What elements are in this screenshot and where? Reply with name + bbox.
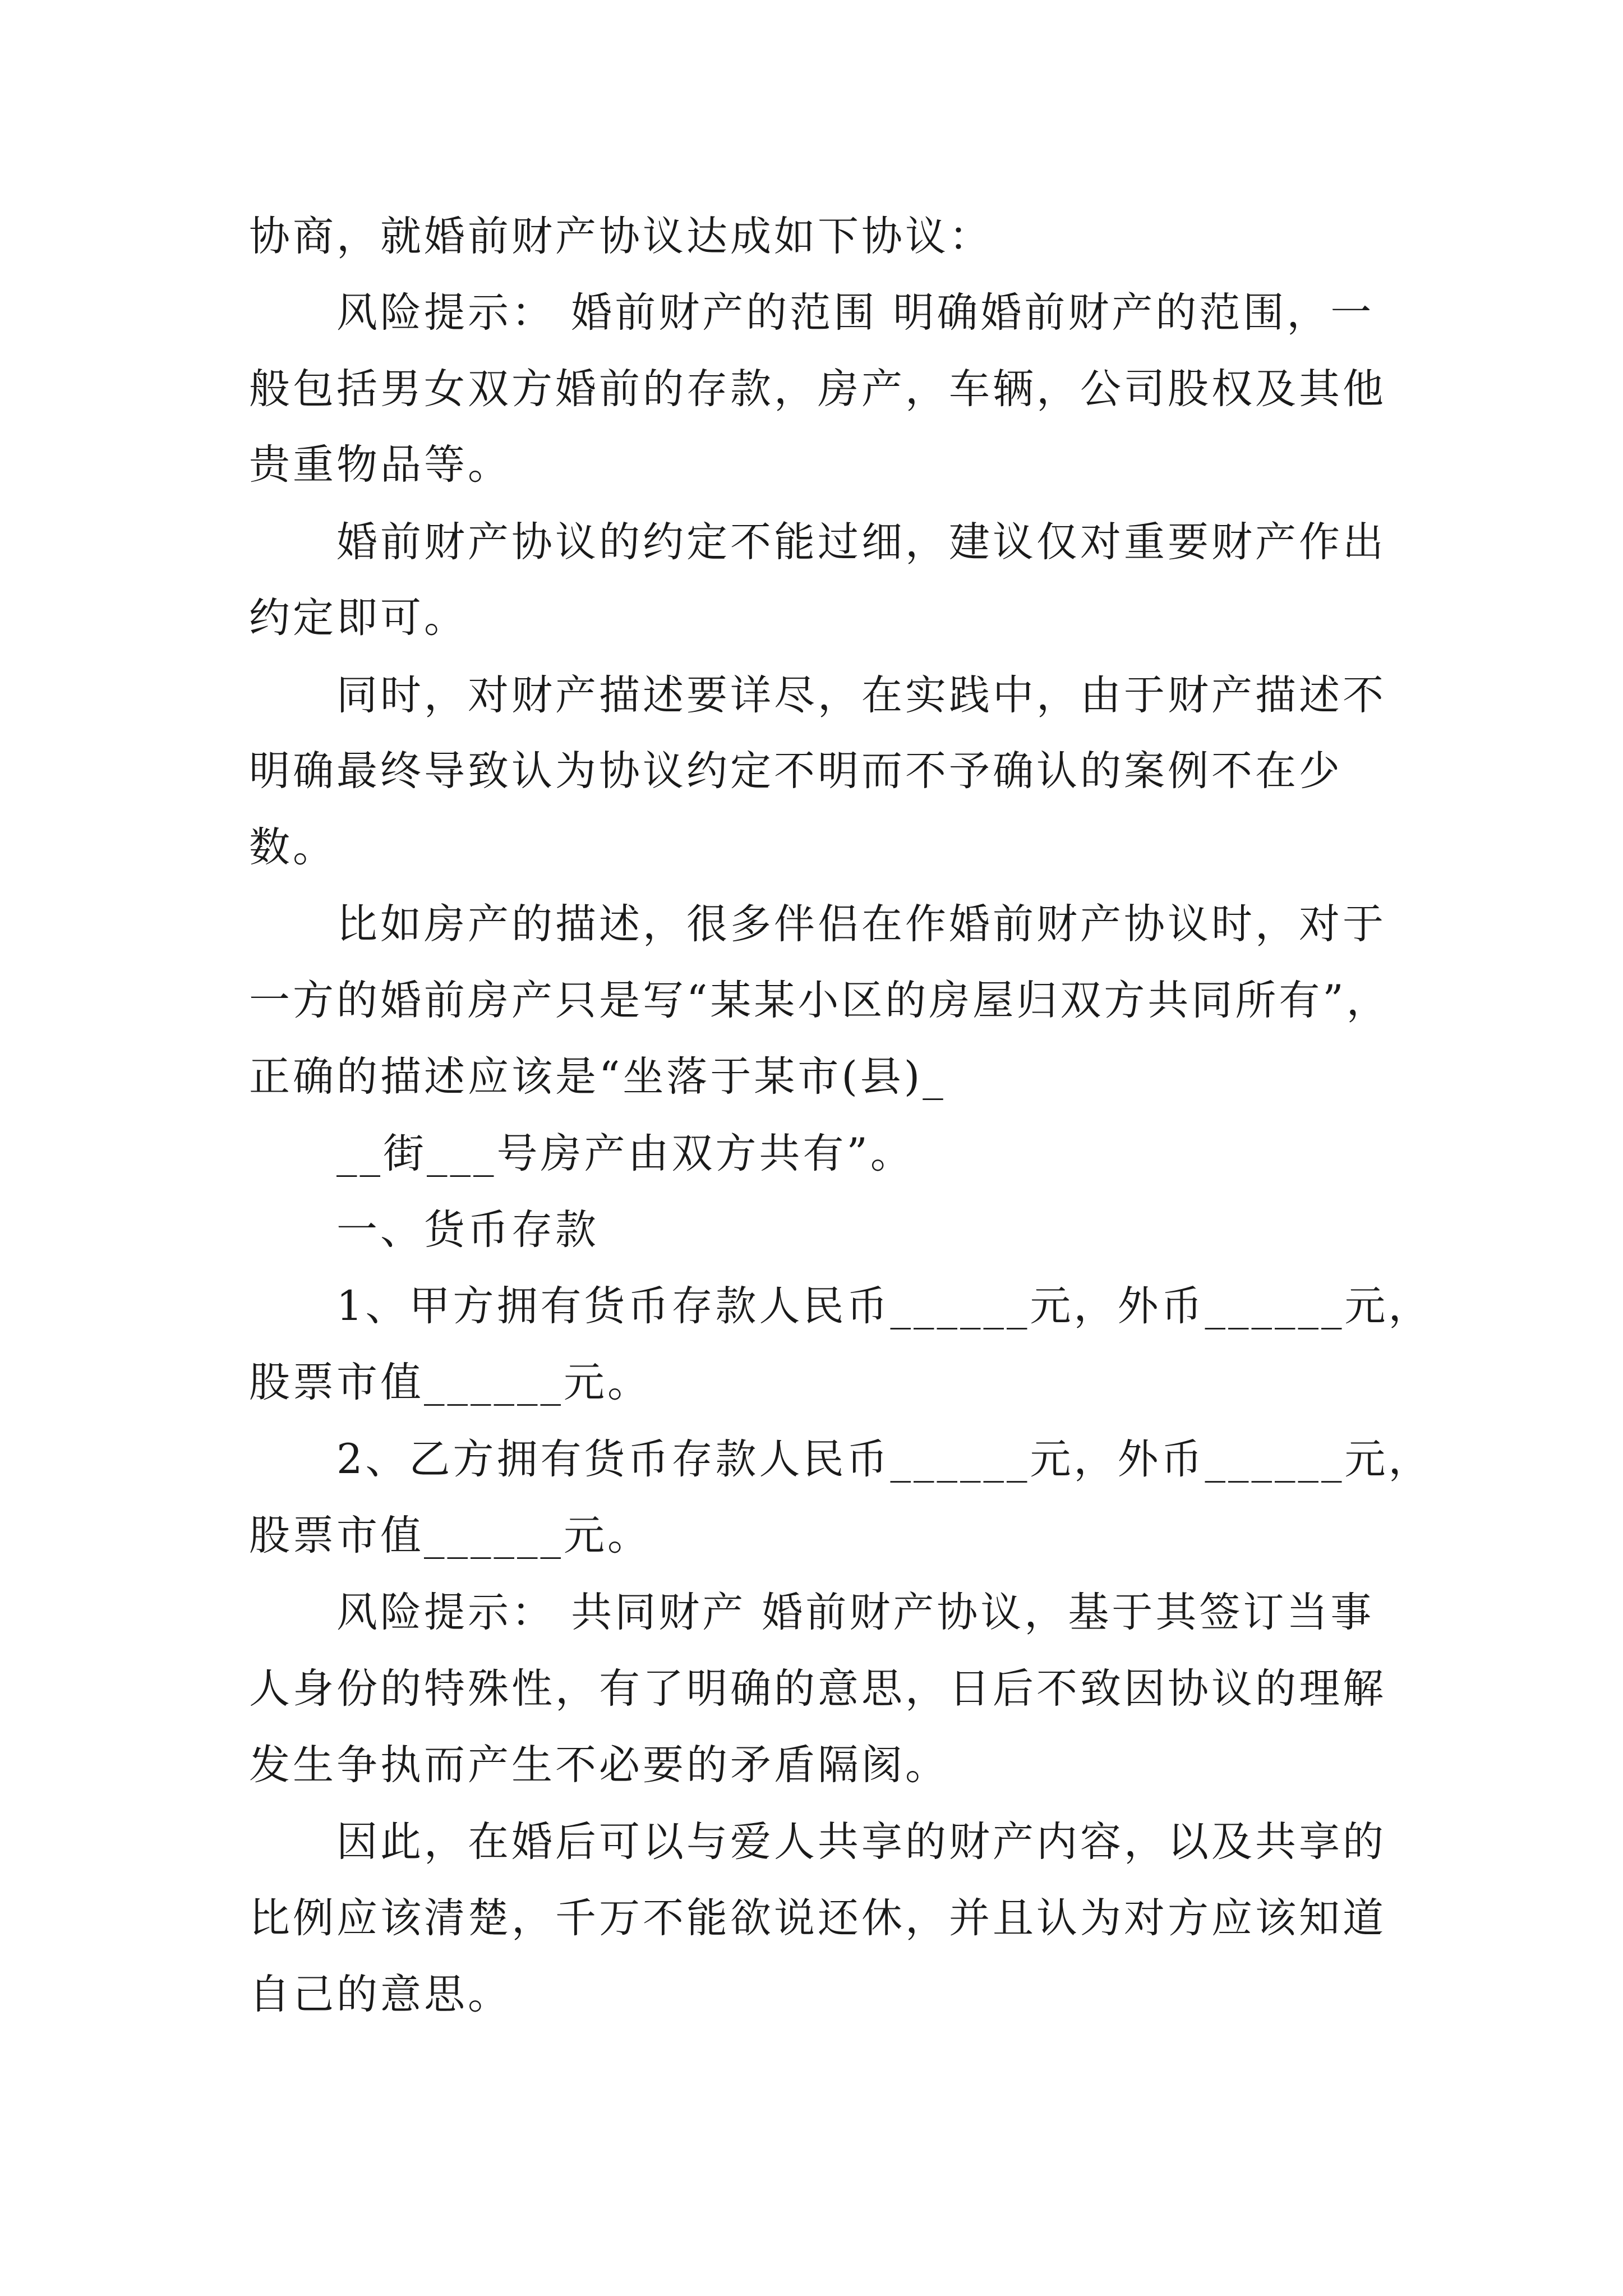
text-line: 明确最终导致认为协议约定不明而不予确认的案例不在少 — [249, 747, 1343, 795]
text-line: 一方的婚前房产只是写“某某小区的房屋归双方共同所有”， — [249, 977, 1390, 1024]
text-line: 数。 — [249, 823, 336, 871]
text-line: 贵重物品等。 — [249, 441, 511, 489]
text-line: 人身份的特殊性，有了明确的意思，日后不致因协议的理解 — [249, 1665, 1386, 1713]
text-line: 1、甲方拥有货币存款人民币______元，外币______元， — [336, 1282, 1432, 1330]
text-line: 2、乙方拥有货币存款人民币______元，外币______元， — [336, 1435, 1432, 1483]
text-line: 正确的描述应该是“坐落于某市(县)_ — [249, 1053, 946, 1101]
text-line: 比如房产的描述，很多伴侣在作婚前财产协议时，对于 — [336, 900, 1386, 948]
text-line: 股票市值______元。 — [249, 1512, 651, 1559]
text-line: 股票市值______元。 — [249, 1359, 651, 1406]
text-line: 发生争执而产生不必要的矛盾隔阂。 — [249, 1741, 949, 1789]
text-line: 比例应该清楚，千万不能欲说还休，并且认为对方应该知道 — [249, 1894, 1386, 1942]
text-line: 自己的意思。 — [249, 1971, 511, 2018]
text-line: 因此，在婚后可以与爱人共享的财产内容，以及共享的 — [336, 1818, 1386, 1866]
text-line: 协商，就婚前财产协议达成如下协议： — [249, 213, 993, 260]
text-line: 风险提示： 婚前财产的范围 明确婚前财产的范围，一 — [336, 289, 1375, 337]
text-line: 风险提示： 共同财产 婚前财产协议，基于其签订当事 — [336, 1589, 1375, 1636]
text-line: 般包括男女双方婚前的存款，房产，车辆，公司股权及其他 — [249, 365, 1386, 413]
text-line: 同时，对财产描述要详尽，在实践中，由于财产描述不 — [336, 671, 1386, 719]
section-heading: 一、货币存款 — [336, 1206, 599, 1254]
text-line: 约定即可。 — [249, 594, 468, 642]
text-line: 婚前财产协议的约定不能过细，建议仅对重要财产作出 — [336, 518, 1386, 566]
text-line: __街___号房产由双方共有”。 — [336, 1130, 914, 1177]
